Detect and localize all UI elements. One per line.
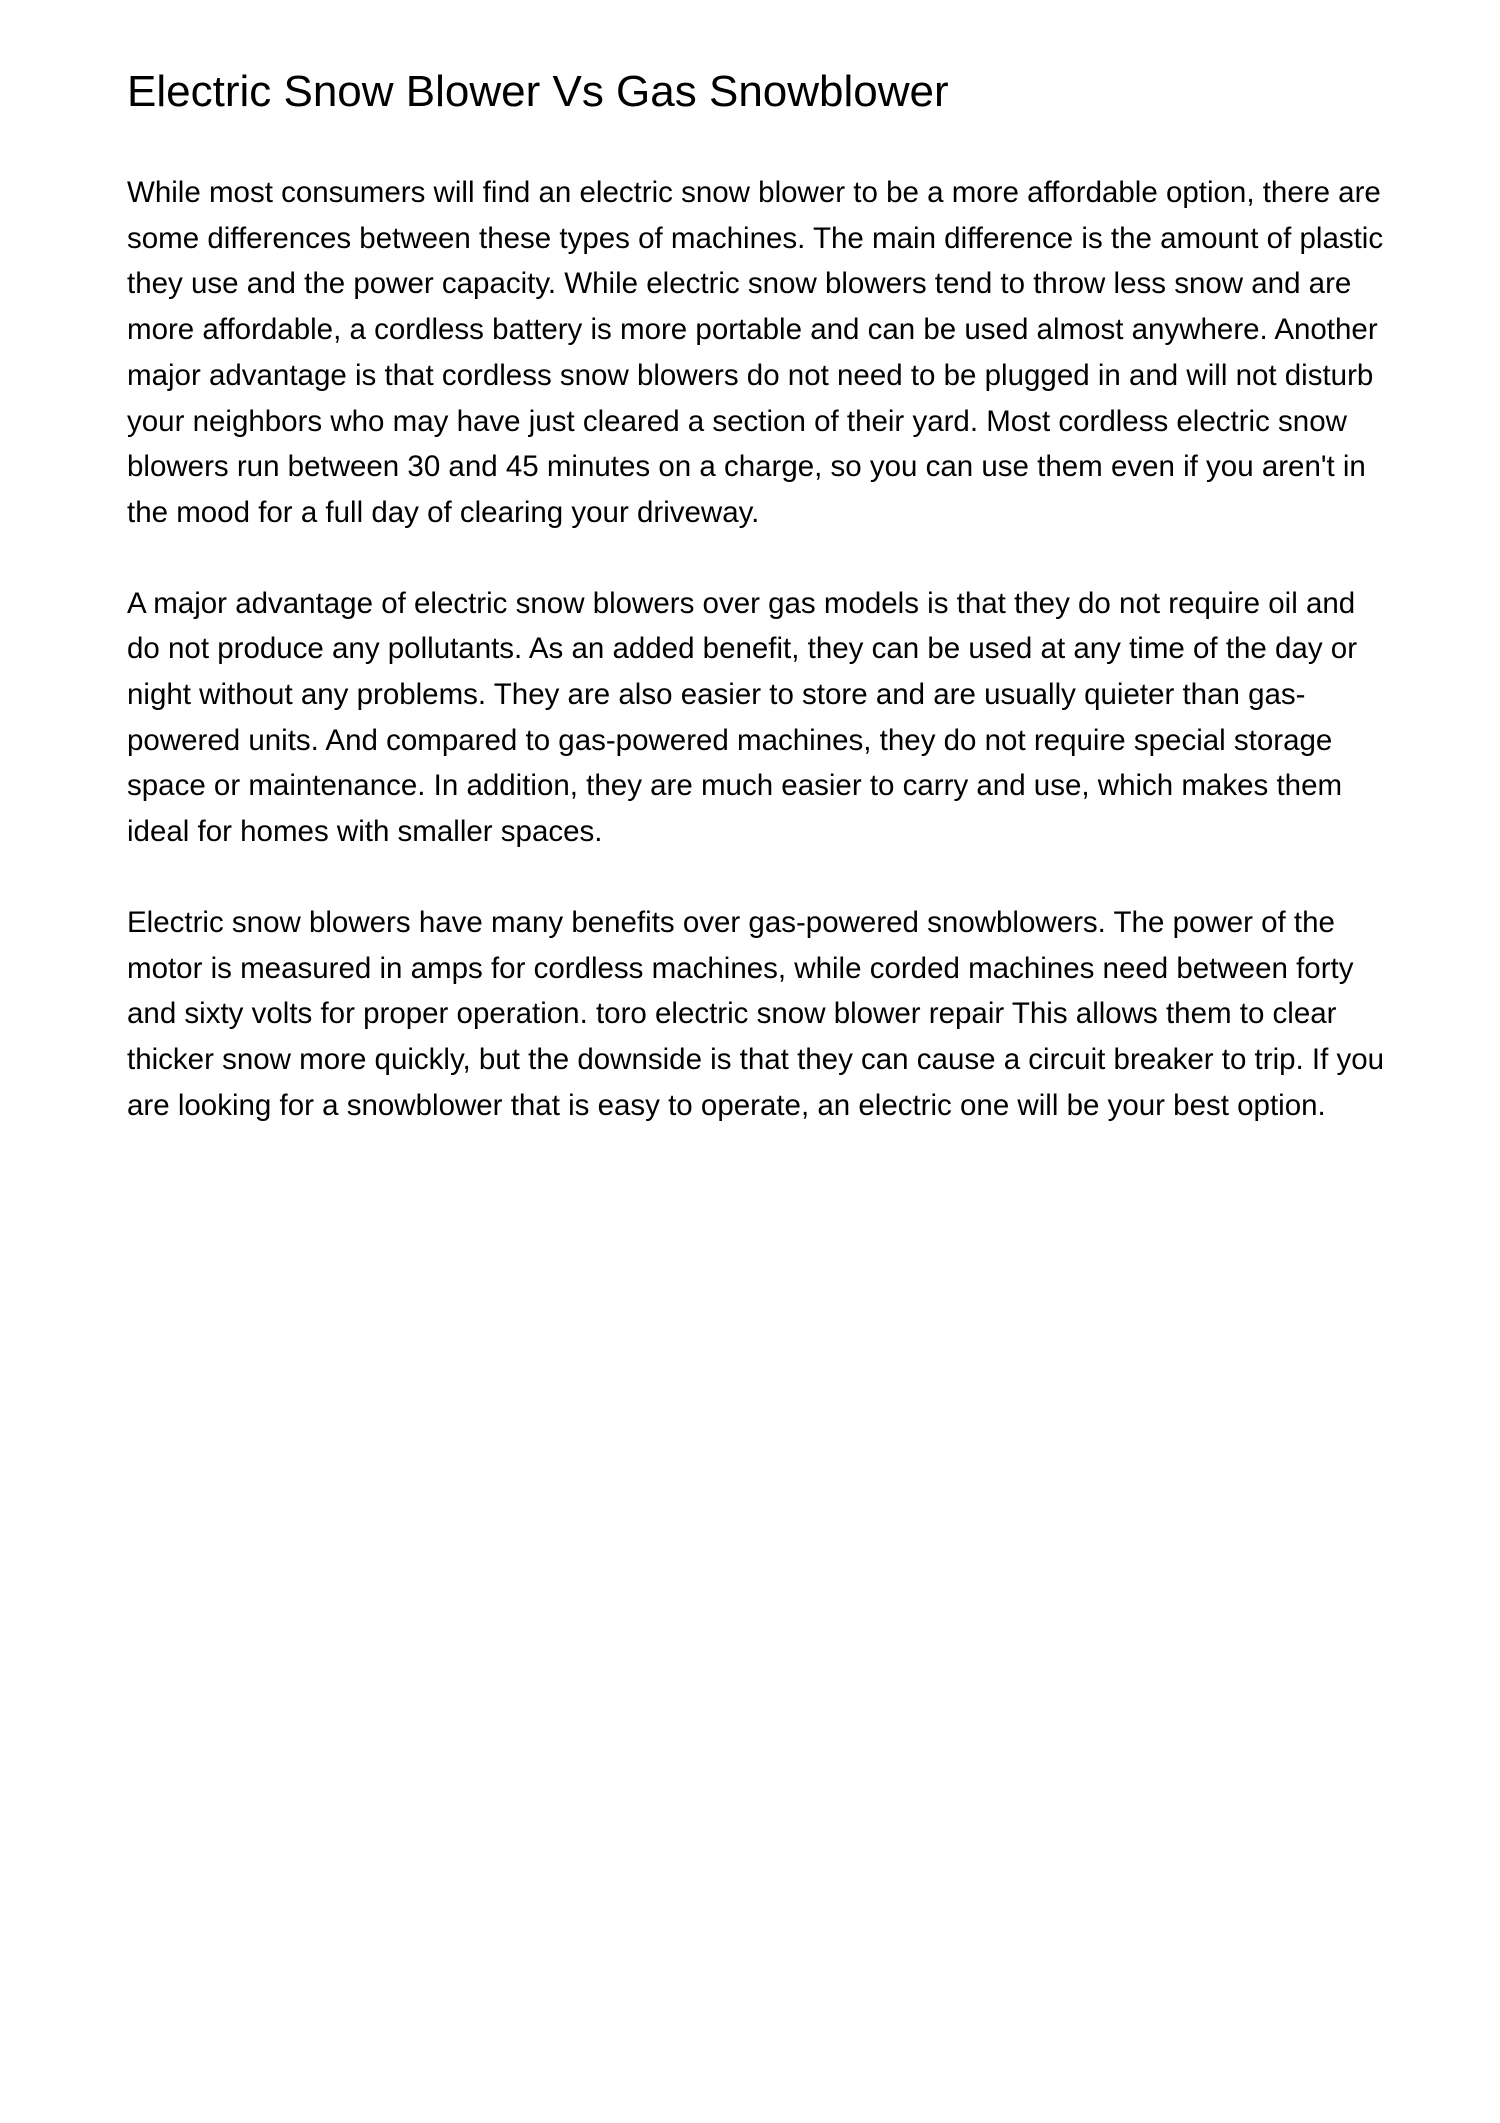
document-content bbox=[127, 62, 1393, 1128]
paragraph-1: While most consumers will find an electric snow blower to be a more affordable option, there are some differences between these types of machines. The main difference is the amount of plastic they use and the power capacity. While electric snow blowers tend to throw less snow and are more affordable, a cordless battery is more portable and can be used almost anywhere. Another major advantage is that cordless snow blowers do not need to be plugged in and will not disturb your neighbors who may have just cleared a section of their yard. Most cordless electric snow blowers run between 30 and 45 minutes on a charge, so you can use them even if you aren't in the mood for a full day of clearing your driveway. bbox=[127, 176, 1384, 529]
paragraph-2: A major advantage of electric snow blowers over gas models is that they do not require oil and do not produce any pollutants. As an added benefit, they can be used at any time of the day or night without any problems. They are also easier to store and are usually quieter than gas-powered units. And compared to gas-powered machines, they do not require special storage space or maintenance. In addition, they are much easier to carry and use, which makes them ideal for homes with smaller spaces. bbox=[127, 586, 1358, 849]
page-title: Electric Snow Blower Vs Gas Snowblower bbox=[127, 67, 949, 116]
paragraph-3: Electric snow blowers have many benefits over gas-powered snowblowers. The power of the motor is measured in amps for cordless machines, while corded machines need between forty and sixty volts for proper operation. toro electric snow blower repair This allows them to clear thicker snow more quickly, but the downside is that they can cause a circuit breaker to trip. If you are looking for a snowblower that is easy to operate, an electric one will be your best option. bbox=[127, 905, 1385, 1122]
